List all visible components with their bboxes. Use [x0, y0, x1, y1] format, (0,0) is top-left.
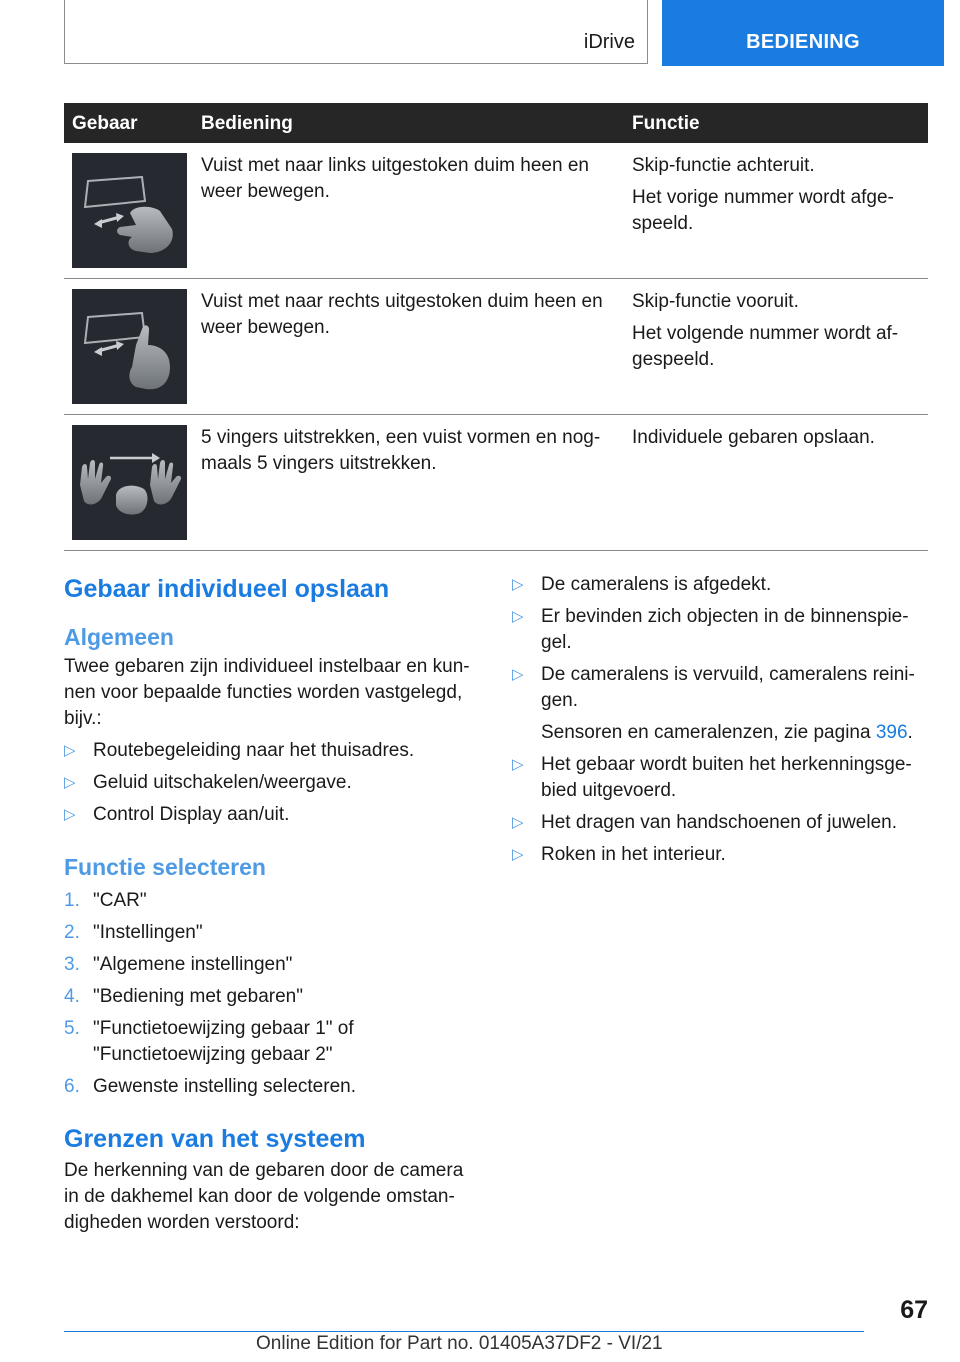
list-item: 3. "Algemene instellingen": [64, 954, 293, 975]
list-item: 5. "Functietoewijzing gebaar 1" of "Functietoewijzing gebaar 2": [64, 1018, 354, 1065]
bullet-triangle-icon: ▷: [64, 742, 76, 759]
gesture-five-fingers-fist-icon: [72, 425, 187, 540]
section-title-limits: Grenzen van het systeem: [64, 1125, 366, 1153]
bullet-triangle-icon: ▷: [64, 806, 76, 823]
list-item: ▷ Routebegeleiding naar het thuisadres.: [64, 738, 474, 764]
bullet-triangle-icon: ▷: [512, 666, 524, 683]
subheading-algemeen: Algemeen: [64, 624, 174, 650]
header-chapter-label: BEDIENING: [746, 31, 860, 53]
general-text: Twee gebaren zijn individueel instelbaar en kun-nen voor bepaalde functies worden vastgelegd, bijv.:: [64, 656, 470, 729]
limits-bullets: [512, 572, 928, 868]
list-item: ▷ Geluid uitschakelen/weergave.: [64, 770, 474, 796]
header-section-box: [64, 0, 648, 64]
select-steps: [64, 888, 474, 1100]
right-column: [512, 572, 928, 868]
list-item: 2. "Instellingen": [64, 922, 203, 943]
bullet-triangle-icon: ▷: [512, 608, 524, 625]
list-item: 4. "Bediening met gebaren": [64, 986, 303, 1007]
list-item: ▷ Control Display aan/uit.: [64, 802, 474, 828]
bullet-triangle-icon: ▷: [512, 756, 524, 773]
col-header-functie: Functie: [632, 113, 700, 134]
cross-reference-note: Sensoren en cameralenzen, zie pagina 396.: [541, 722, 913, 743]
subheading-functie-selecteren: Functie selecteren: [64, 854, 266, 880]
table-row: [64, 143, 928, 279]
header-chapter-tab[interactable]: [662, 0, 944, 66]
gesture-fist-thumb-left-icon: [72, 153, 187, 268]
list-item: ▷ De cameralens is vervuild, cameralens reini-gen. Sensoren en cameralenzen, zie pagina 396.: [512, 662, 928, 746]
table-row: [64, 279, 928, 415]
list-item: 1. "CAR": [64, 890, 147, 911]
bullet-triangle-icon: ▷: [512, 846, 524, 863]
bullet-triangle-icon: ▷: [512, 576, 524, 593]
section-title: Gebaar individueel opslaan: [64, 575, 390, 603]
general-bullets: [64, 738, 474, 828]
row-functie: Skip-functie achteruit. Het vorige nummer wordt afge-speeld.: [632, 155, 894, 234]
list-item: ▷ Het gebaar wordt buiten het herkenningsge-bied uitgevoerd.: [512, 754, 912, 801]
table-header: [64, 103, 928, 143]
bullet-triangle-icon: ▷: [512, 814, 524, 831]
list-item: ▷ Het dragen van handschoenen of juwelen.: [512, 810, 928, 836]
gesture-fist-thumb-right-icon: [72, 289, 187, 404]
table-row: [64, 415, 928, 551]
bullet-triangle-icon: ▷: [64, 774, 76, 791]
list-item: ▷ Er bevinden zich objecten in de binnenspie-gel.: [512, 606, 909, 653]
col-header-gebaar: Gebaar: [72, 113, 138, 134]
row-functie: Skip-functie vooruit. Het volgende nummer wordt af-gespeeld.: [632, 291, 899, 370]
page-link[interactable]: 396: [875, 722, 908, 743]
footer-edition: Online Edition for Part no. 01405A37DF2 - VI/21: [256, 1333, 663, 1354]
left-column: [64, 572, 474, 1236]
list-item: ▷ Roken in het interieur.: [512, 842, 928, 868]
row-bediening: 5 vingers uitstrekken, een vuist vormen en nog-maals 5 vingers uitstrekken.: [201, 427, 601, 474]
header-section-label: iDrive: [583, 31, 635, 53]
list-item: 6. Gewenste instelling selecteren.: [64, 1076, 356, 1097]
gesture-table: [64, 103, 928, 551]
list-item: ▷ De cameralens is afgedekt.: [512, 572, 928, 598]
row-bediening: Vuist met naar rechts uitgestoken duim heen en weer bewegen.: [201, 291, 603, 338]
col-header-bediening: Bediening: [201, 113, 293, 134]
footer-divider: [64, 1331, 864, 1332]
row-bediening: Vuist met naar links uitgestoken duim heen en weer bewegen.: [201, 155, 589, 202]
page-number: 67: [900, 1296, 928, 1324]
row-functie: Individuele gebaren opslaan.: [632, 427, 875, 448]
limits-text: De herkenning van de gebaren door de camera in de dakhemel kan door de volgende omstan-digheden worden verstoord:: [64, 1160, 464, 1233]
